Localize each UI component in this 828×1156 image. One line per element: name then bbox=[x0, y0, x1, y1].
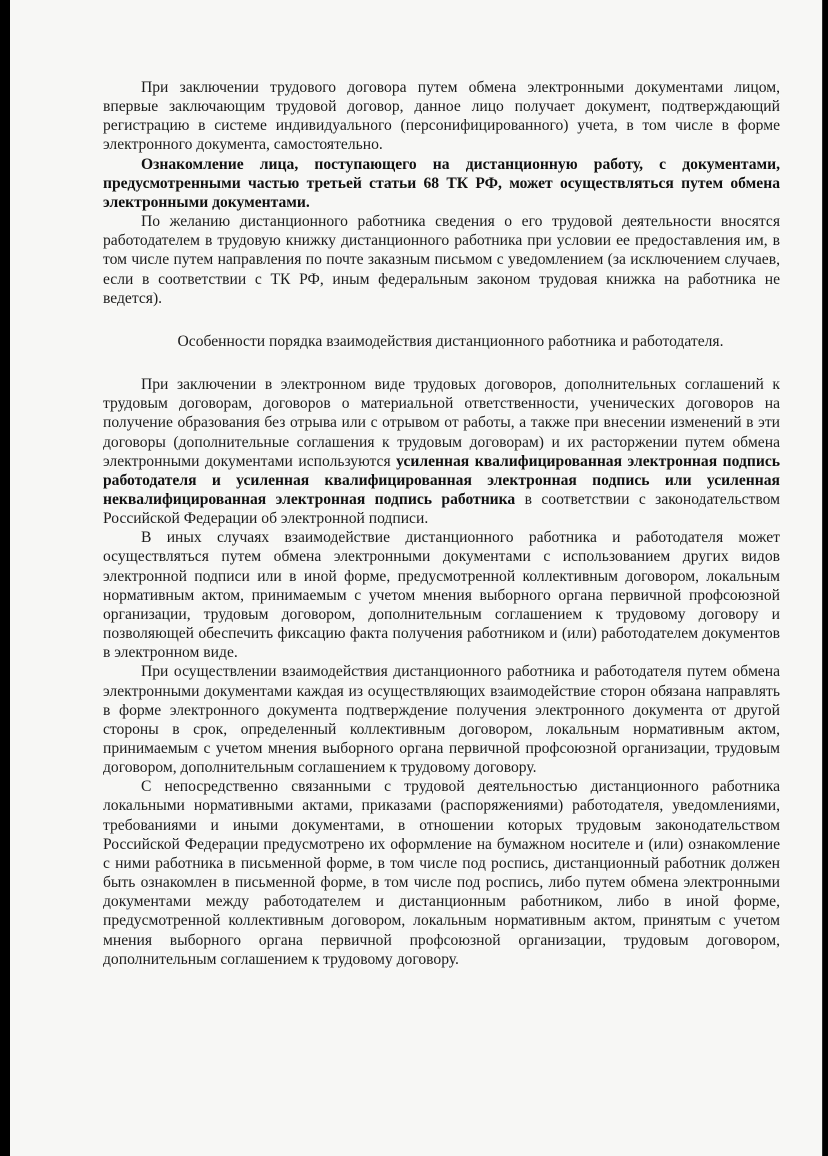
paragraph-work-book: По желанию дистанционного работника сведения о его трудовой деятельности вносятся работодателем в трудовую книжку дистанционного работника при условии ее предоставления им, в том числе путем направления по почте заказным письмом с уведомлением (за исключением случаев, если в соответствии с ТК РФ, иным федеральным законом трудовая книжка на работника не ведется). bbox=[103, 213, 780, 307]
paragraph-familiarization bbox=[103, 155, 780, 212]
signature-text-end: в соответствии с законодательством Российской Федерации об электронной подписи. bbox=[103, 490, 780, 528]
section-heading: Особенности порядка взаимодействия дистанционного работника и работодателя. bbox=[177, 332, 724, 350]
document-body bbox=[103, 78, 780, 969]
paragraph-other-cases: В иных случаях взаимодействие дистанционного работника и работодателя может осуществляться путем обмена электронными документами с использованием других видов электронной подписи или в иной форме, предусмотренной коллективным договором, локальным нормативным актом, принимаемым с учетом мнения выборного органа первичной профсоюзной организации, трудовым договором, дополнительным соглашением к трудовому договору и позволяющей обеспечить фиксацию факта получения работником и (или) работодателем документов в электронном виде. bbox=[103, 529, 780, 662]
paragraph-local-acts: С непосредственно связанными с трудовой деятельностью дистанционного работника локальными нормативными актами, приказами (распоряжениями) работодателя, уведомлениями, требованиями и иными документами, в отношении которых трудовым законодательством Российской Федерации предусмотрено их оформление на бумажном носителе и (или) ознакомление с ними работника в письменной форме, в том числе под роспись, дистанционный работник должен быть ознакомлен в письменной форме, в том числе под роспись, либо путем обмена электронными документами между работодателем и дистанционным работником, либо в иной форме, предусмотренной коллективным договором, локальным нормативным актом, принятым с учетом мнения выборного органа первичной профсоюзной организации, трудовым договором, дополнительным соглашением к трудовому договору. bbox=[103, 778, 780, 968]
signature-text-start: При заключении в электронном виде трудовых договоров, дополнительных соглашений к трудовым договорам, договоров о материальной ответственности, ученических договоров на получение образования без отрыва или с отрывом от работы, а также при внесении изменений в эти договоры (дополнительные соглашения к трудовым договорам) и их расторжении путем обмена электронными документами используются bbox=[103, 376, 780, 470]
paragraph-registration: При заключении трудового договора путем обмена электронными документами лицом, впервые заключающим трудовой договор, данное лицо получает документ, подтверждающий регистрацию в системе индивидуального (персонифицированного) учета, в том числе в форме электронного документа, самостоятельно. bbox=[103, 79, 780, 154]
bold-familiarization-text: Ознакомление лица, поступающего на дистанционную работу, с документами, предусмотренными частью третьей статьи 68 ТК РФ, может осуществляться путем обмена электронными документами. bbox=[103, 155, 780, 211]
paragraph-electronic-signature bbox=[103, 375, 780, 528]
paragraph-confirmation: При осуществлении взаимодействия дистанционного работника и работодателя путем обмена электронными документами каждая из осуществляющих взаимодействие сторон обязана направлять в форме электронного документа подтверждение получения электронного документа от другой стороны в срок, определенный коллективным договором, локальным нормативным актом, принимаемым с учетом мнения выборного органа первичной профсоюзной организации, трудовым договором, дополнительным соглашением к трудовому договору. bbox=[103, 663, 780, 777]
signature-bold-text: усиленная квалифицированная электронная подпись работодателя и усиленная квалифицированная электронная подпись или усиленная неквалифицированная электронная подпись работника bbox=[103, 452, 780, 508]
document-page bbox=[10, 0, 823, 1156]
